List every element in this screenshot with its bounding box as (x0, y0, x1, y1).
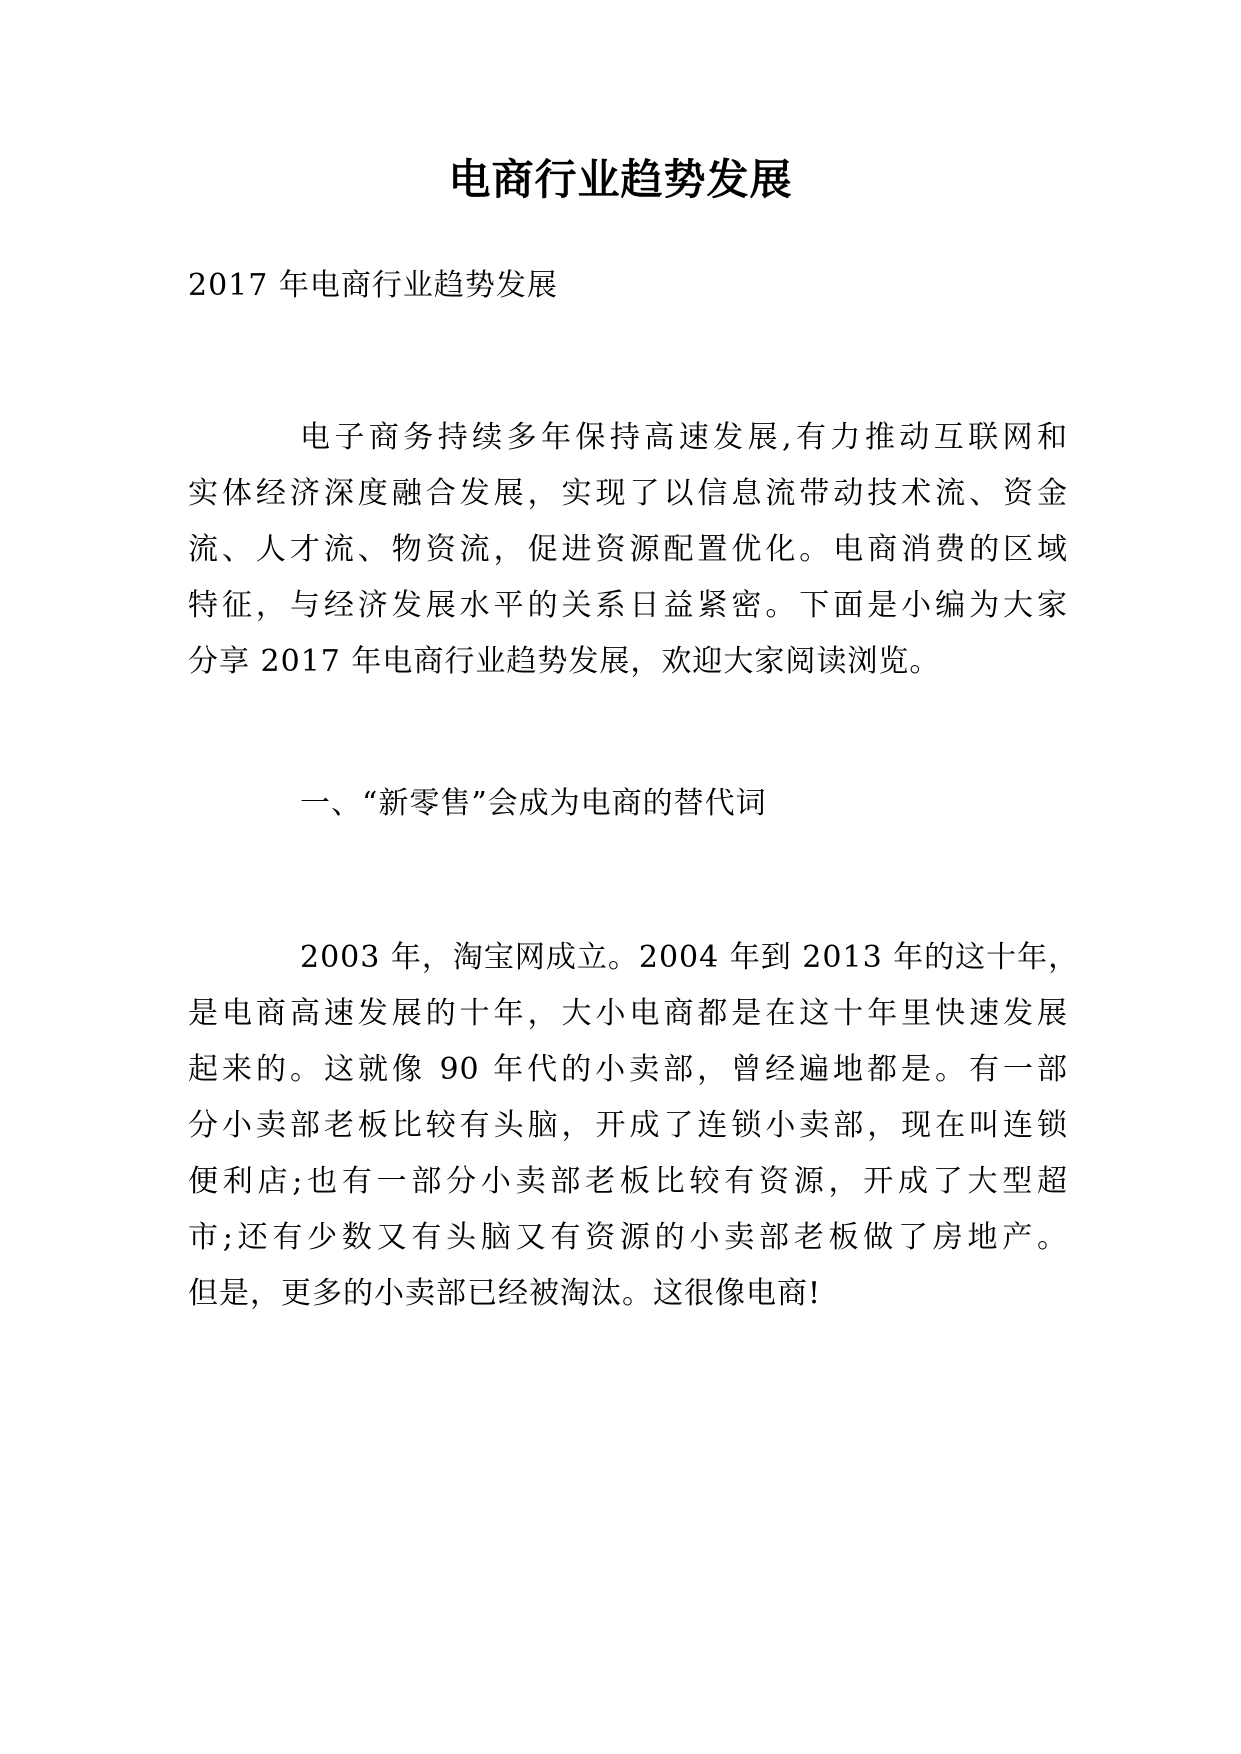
paragraph-2-line-5: 便利店;也有一部分小卖部老板比较有资源，开成了大型超 (188, 1164, 1068, 1199)
document-title: 电商行业趋势发展 (448, 155, 793, 204)
paragraph-2-line-4: 分小卖部老板比较有头脑，开成了连锁小卖部，现在叫连锁 (188, 1108, 1068, 1143)
paragraph-2-line-2: 是电商高速发展的十年，大小电商都是在这十年里快速发展 (188, 996, 1068, 1031)
paragraph-1-line-5: 分享 2017 年电商行业趋势发展，欢迎大家阅读浏览。 (188, 644, 941, 679)
paragraph-2-line-6: 市;还有少数又有头脑又有资源的小卖部老板做了房地产。 (188, 1220, 1068, 1255)
paragraph-2-line-7: 但是，更多的小卖部已经被淘汰。这很像电商! (188, 1276, 822, 1311)
document-subtitle: 2017 年电商行业趋势发展 (188, 268, 558, 303)
paragraph-1-line-4: 特征，与经济发展水平的关系日益紧密。下面是小编为大家 (188, 588, 1068, 623)
paragraph-1-line-2: 实体经济深度融合发展，实现了以信息流带动技术流、资金 (188, 476, 1068, 511)
paragraph-1-line-3: 流、人才流、物资流，促进资源配置优化。电商消费的区域 (188, 532, 1068, 567)
paragraph-2-line-1: 2003 年，淘宝网成立。2004 年到 2013 年的这十年， (300, 940, 1080, 975)
paragraph-1-line-1: 电子商务持续多年保持高速发展,有力推动互联网和 (300, 420, 1068, 455)
section-heading: 一、“新零售”会成为电商的替代词 (300, 786, 767, 821)
paragraph-2-line-3: 起来的。这就像 90 年代的小卖部，曾经遍地都是。有一部 (188, 1052, 1068, 1087)
